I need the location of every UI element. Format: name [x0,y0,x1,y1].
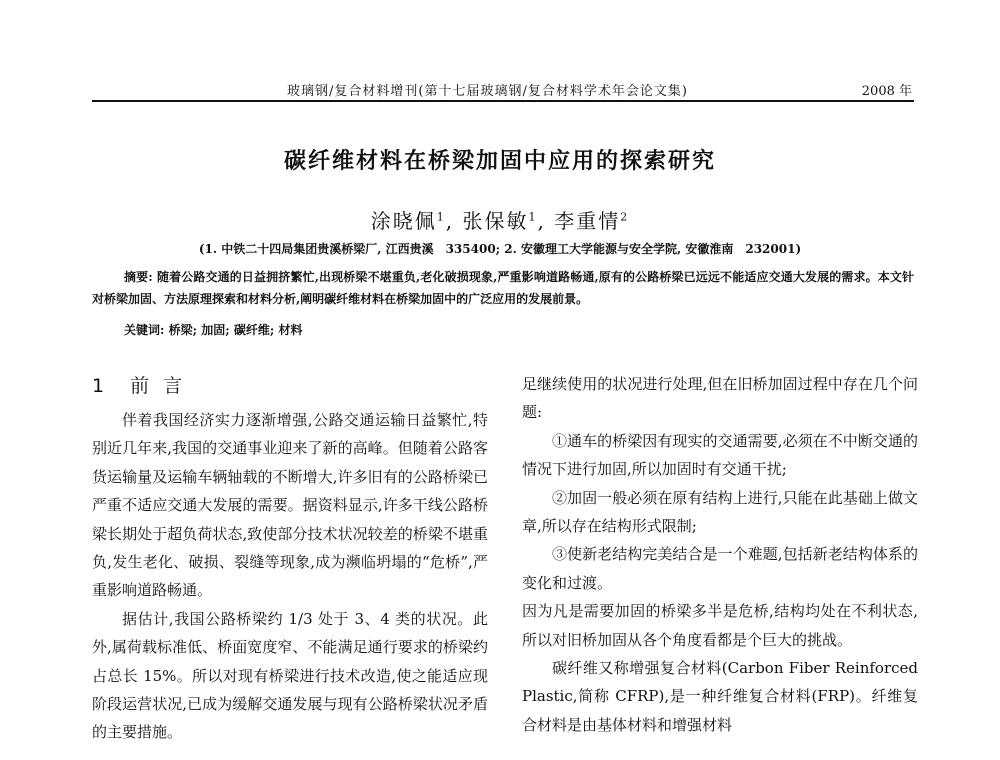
author-name: 李重情 [554,209,621,233]
author-name: 张保敏 [462,209,529,233]
author-affil-mark: 1 [436,210,446,224]
abstract [92,266,914,310]
body-paragraph: 伴着我国经济实力逐渐增强,公路交通运输日益繁忙,特别近几年来,我国的交通事业迎来了新的高峰。但随着公路客货运输量及运输车辆轴载的不断增大,许多旧有的公路桥梁已严重不适应交通大发展的需要。据资料显示,许多干线公路桥梁长期处于超负荷状态,致使部分技术状况较差的桥梁不堪重负,发生老化、破损、裂缝等现象,成为濒临坍塌的“危桥”,严重影响道路畅通。 [92,411,488,600]
left-column [92,372,488,747]
problem-item: ③使新老结构完美结合是一个难题,包括新老结构体系的变化和过渡。 [522,545,918,592]
keywords-text: 桥梁; 加固; 碳纤维; 材料 [168,323,303,337]
keywords [124,321,302,338]
journal-name: 玻璃钢/复合材料增刊(第十七届玻璃钢/复合材料学术年会论文集) [287,84,688,99]
author-affil-mark: 1 [528,210,538,224]
problem-item: ②加固一般必须在原有结构上进行,只能在此基础上做文章,所以存在结构形式限制; [522,488,918,536]
section-title: 前言 [130,375,197,397]
running-header [92,78,914,102]
author-list: 涂晓佩$^1$, 张保敏$^1$, 李重情$^2$ [370,209,630,233]
section-heading [92,372,488,400]
body-paragraph: 足继续使用的状况进行处理,但在旧桥加固过程中存在几个问题: [522,375,918,422]
affiliation: (1. 中铁二十四局集团贵溪桥梁厂, 江西贵溪 335400; 2. 安徽理工大学能源与安全学院, 安徽淮南 232001) [198,242,802,256]
keywords-label: 关键词: [124,323,165,337]
section-number: 1 [92,375,105,397]
body-paragraph: 因为凡是需要加固的桥梁多半是危桥,结构均处在不利状态,所以对旧桥加固从各个角度看都是个巨大的挑战。 [522,602,918,649]
body-paragraph: 据估计,我国公路桥梁约 1/3 处于 3、4 类的状况。此外,属荷载标准低、桥面宽度窄、不能满足通行要求的桥梁约占总长 15%。所以对现有桥梁进行技术改造,使之能适应现阶段运营状况,已成为缓解交通发展与现有公路桥梁状况矛盾的主要措施。 [92,609,488,742]
author-affil-mark: 2 [620,210,630,224]
problem-item: ①通车的桥梁因有现实的交通需要,必须在不中断交通的情况下进行加固,所以加固时有交通干扰; [522,431,918,479]
right-column [522,370,918,739]
abstract-label: 摘要: [124,270,153,284]
publication-year: 2008 年 [861,84,912,99]
body-paragraph: 碳纤维又称增强复合材料(Carbon Fiber Reinforced Plastic,简称 CFRP),是一种纤维复合材料(FRP)。纤维复合材料是由基体材料和增强材料 [522,659,918,734]
paper-title: 碳纤维材料在桥梁加固中应用的探索研究 [283,149,716,174]
author-name: 涂晓佩 [370,209,437,233]
abstract-text: 随着公路交通的日益拥挤繁忙,出现桥梁不堪重负,老化破损现象,严重影响道路畅通,原有的公路桥梁已远远不能适应交通大发展的需求。本文针对桥梁加固、方法原理探索和材料分析,阐明碳纤维材料在桥梁加固中的广泛应用的发展前景。 [92,270,915,306]
